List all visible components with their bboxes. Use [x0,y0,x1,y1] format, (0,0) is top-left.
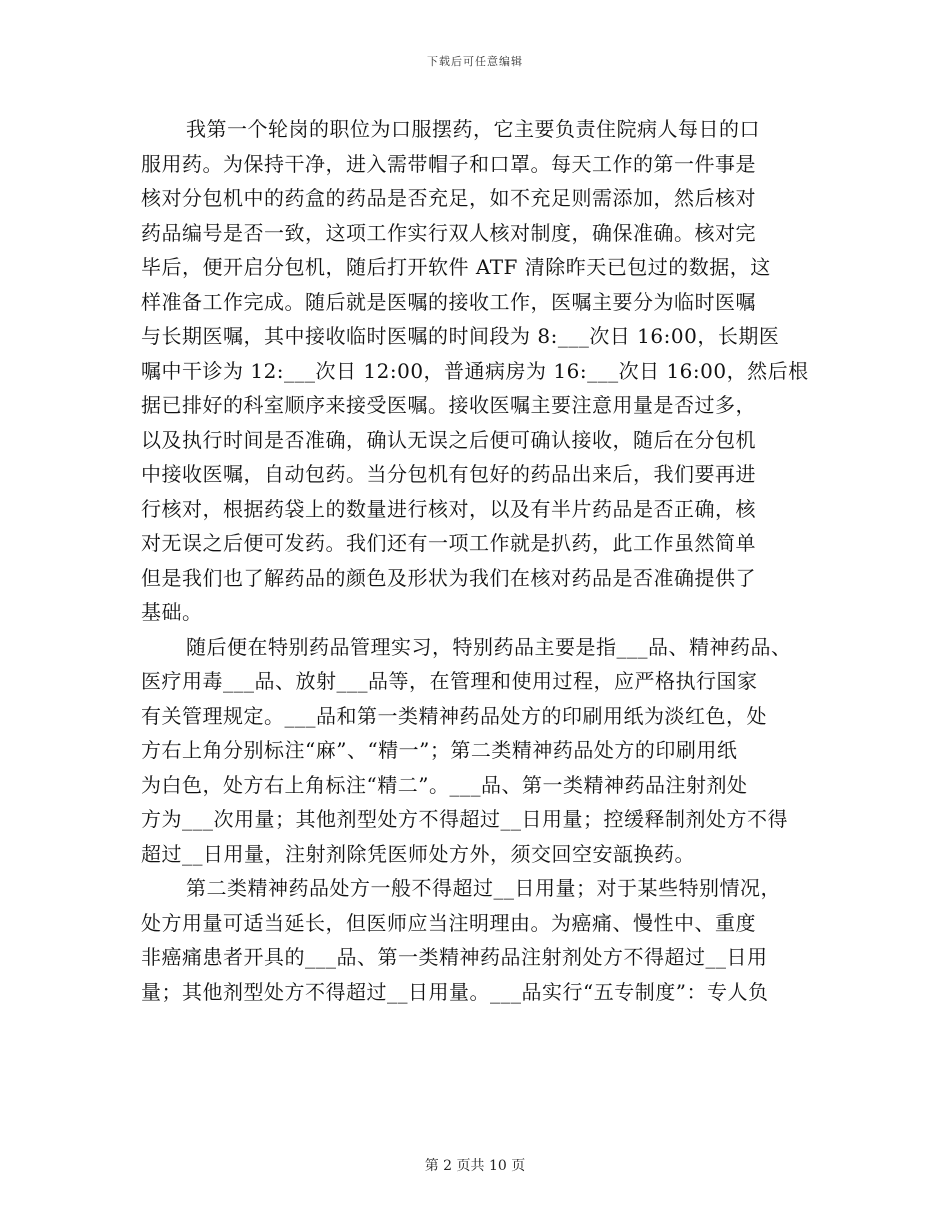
text-line: 对无误之后便可发药。我们还有一项工作就是扒药，此工作虽然简单 [141,531,756,555]
text-line: 第二类精神药品处方一般不得超过__日用量；对于某些特别情况， [186,876,781,900]
text-line: 行核对，根据药袋上的数量进行核对，以及有半片药品是否正确，核 [141,496,756,521]
text-line: 核对分包机中的药盒的药品是否充足，如不充足则需添加，然后核对 [141,186,756,210]
text-line: 嘱中干诊为 12:___次日 12:00，普通病房为 16:___次日 16:00，然后根 [141,358,809,383]
text-line: 为白色，处方右上角标注“精二”。___品、第一类精神药品注射剂处 [141,772,748,797]
text-line: 毕后，便开启分包机，随后打开软件 ATF 清除昨天已包过的数据，这 [141,255,771,279]
text-line: 处方用量可适当延长，但医师应当注明理由。为癌痛、慢性中、重度 [141,910,756,935]
text-line: 据已排好的科室顺序来接受医嘱。接收医嘱主要注意用量是否过多， [141,393,756,417]
text-line: 有关管理规定。___品和第一类精神药品处方的印刷用纸为淡红色，处 [141,703,767,728]
text-line: 样准备工作完成。随后就是医嘱的接收工作，医嘱主要分为临时医嘱 [141,289,756,314]
text-line: 中接收医嘱，自动包药。当分包机有包好的药品出来后，我们要再进 [141,462,756,486]
text-line: 方为___次用量；其他剂型处方不得超过__日用量；控缓释制剂处方不得 [141,807,788,831]
page-header: 下载后可任意编辑 [427,55,523,68]
text-line: 方右上角分别标注“麻”、“精一”；第二类精神药品处方的印刷用纸 [141,738,738,762]
document-body [141,112,813,1009]
text-line: 与长期医嘱，其中接收临时医嘱的时间段为 8:___次日 16:00，长期医 [141,324,780,348]
page-footer: 第 2 页共 10 页 [424,1158,526,1174]
text-line: 我第一个轮岗的职位为口服摆药，它主要负责住院病人每日的口 [186,117,760,141]
text-line: 服用药。为保持干净，进入需带帽子和口罩。每天工作的第一件事是 [141,151,756,176]
text-line: 医疗用毒___品、放射___品等，在管理和使用过程，应严格执行国家 [141,669,758,693]
text-line: 非癌痛患者开具的___品、第一类精神药品注射剂处方不得超过__日用 [141,945,768,969]
text-line: 但是我们也了解药品的颜色及形状为我们在核对药品是否准确提供了 [141,565,756,590]
text-line: 随后便在特别药品管理实习，特别药品主要是指___品、精神药品、 [186,634,792,659]
text-line: 量；其他剂型处方不得超过__日用量。___品实行“五专制度”：专人负 [141,979,769,1004]
text-line: 以及执行时间是否准确，确认无误之后便可确认接收，随后在分包机 [141,427,756,452]
text-line: 药品编号是否一致，这项工作实行双人核对制度，确保准确。核对完 [141,220,756,245]
text-line: 基础。 [141,600,203,624]
text-line: 超过__日用量，注射剂除凭医师处方外，须交回空安瓿换药。 [141,841,695,866]
